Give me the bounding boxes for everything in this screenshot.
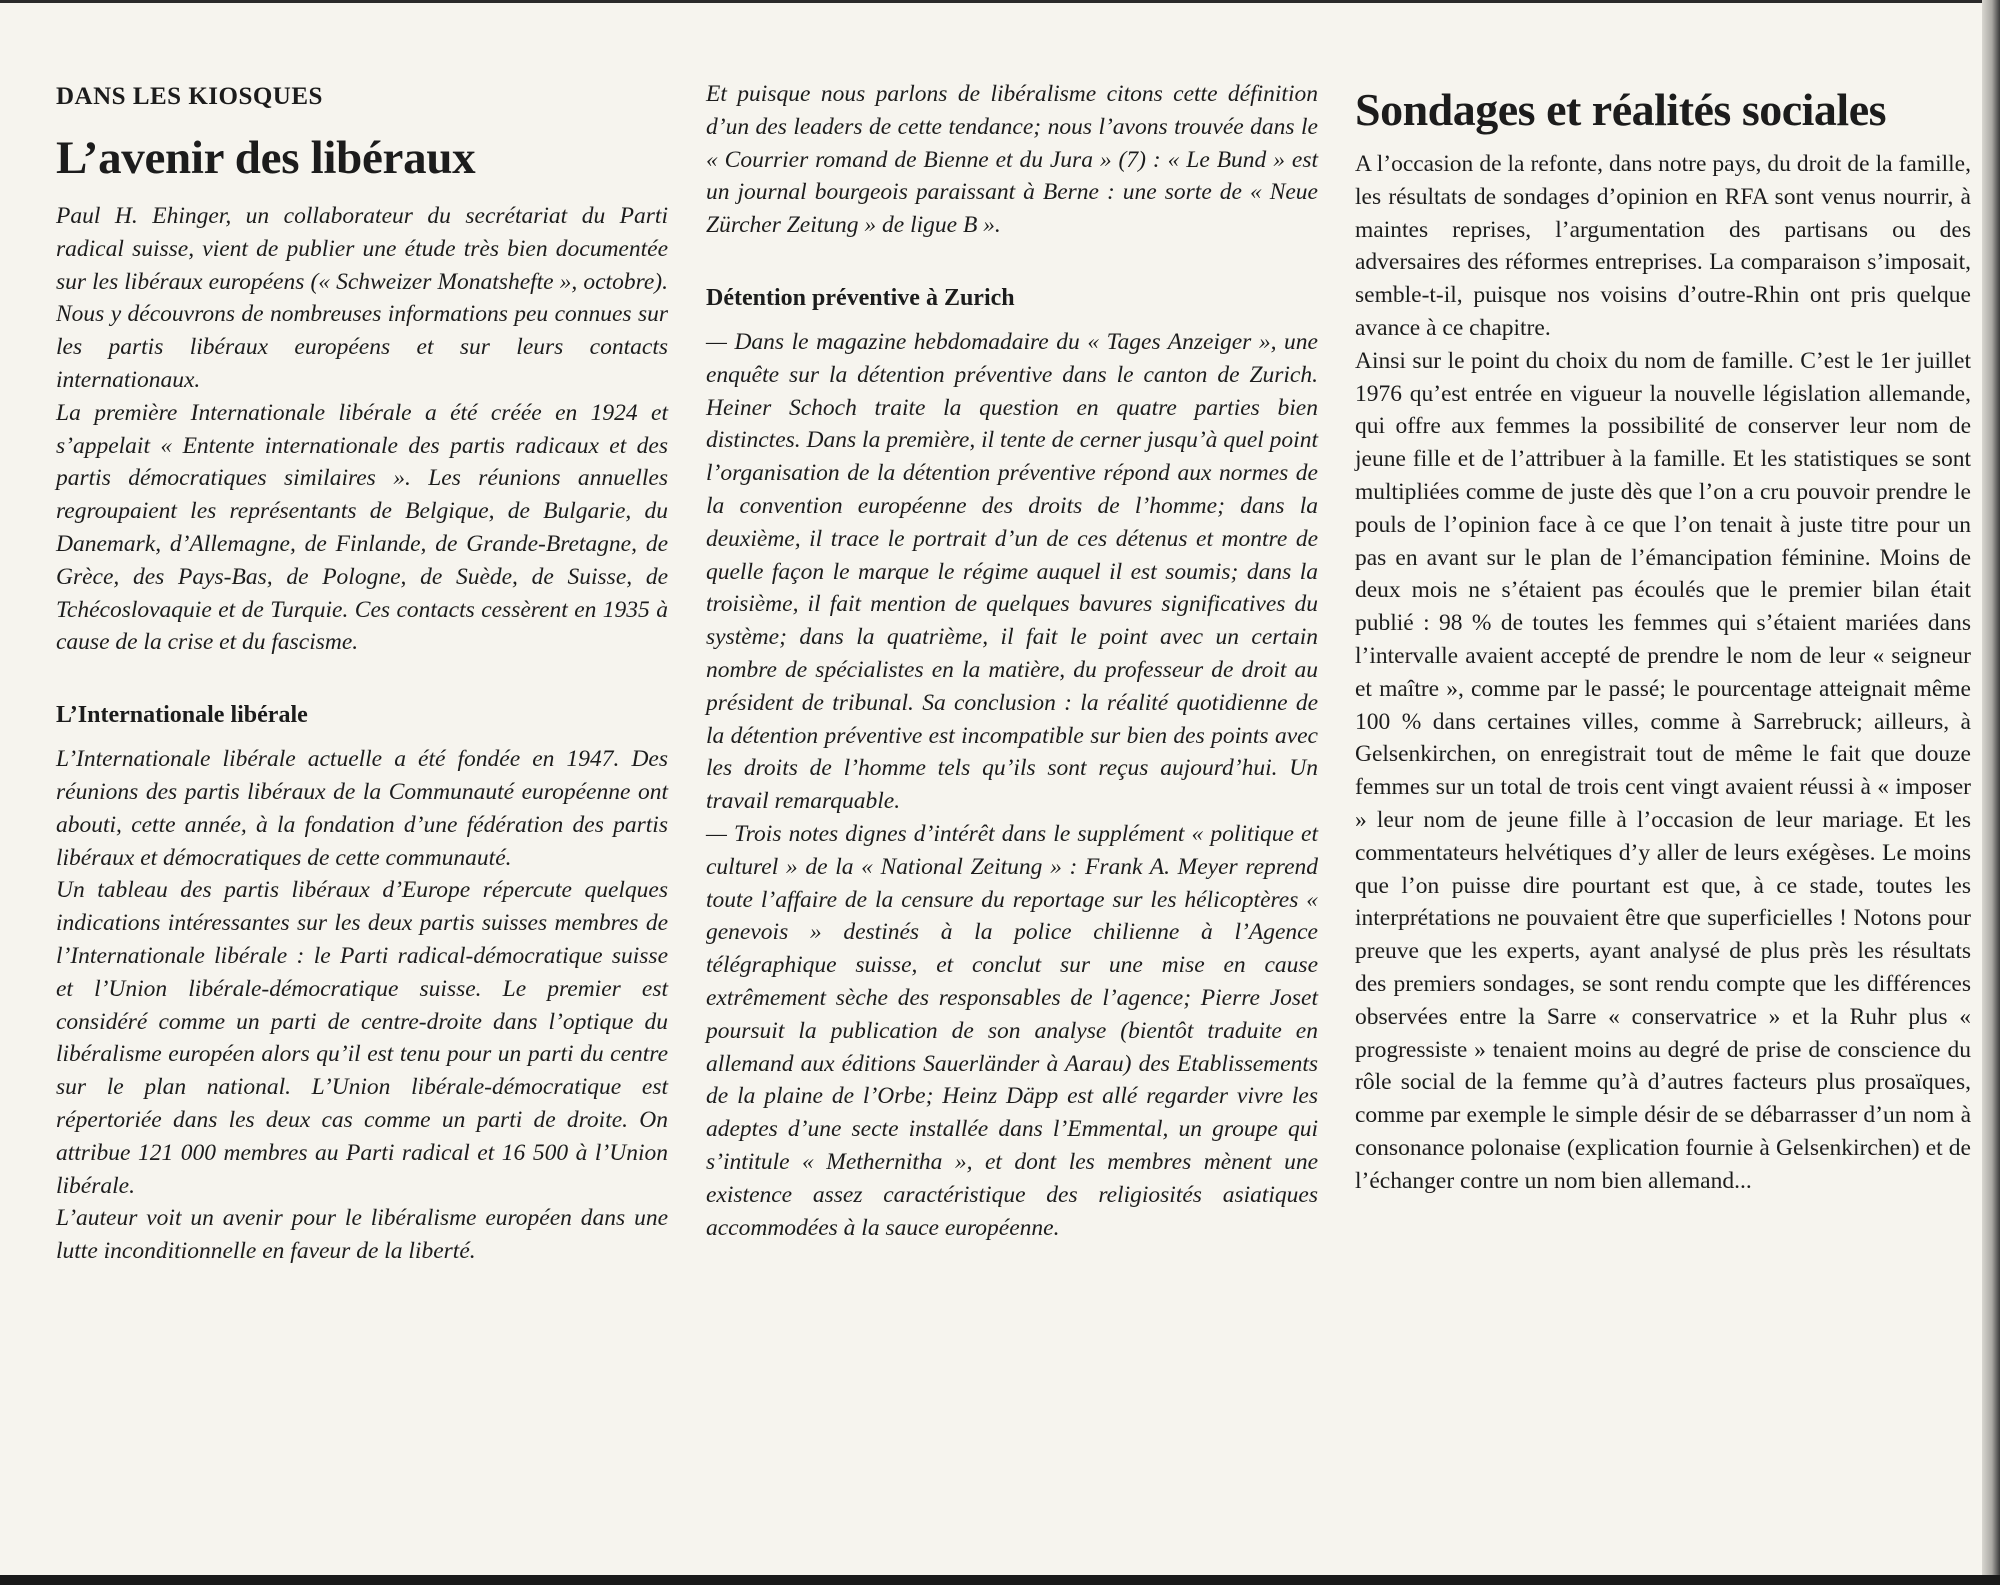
article-subheading: Détention préventive à Zurich [706,284,1015,311]
article-paragraph: — Dans le magazine hebdomadaire du « Tages Anzeiger », une enquête sur la détention préventive dans le canton de Zurich. Heiner Schoch traite la question en quatre parties bien distinctes. Dans la première, il tente de cerner jusqu’à quel point l’organisation de la détention préventive répond aux normes de la convention européenne des droits de l’homme; dans la deuxième, il trace le portrait d’un de ces détenus et montre de quelle façon le marque le régime auquel il est soumis; dans la troisième, il fait mention de quelques bavures significatives du système; dans la quatrième, il fait le point avec un certain nombre de spécialistes en la matière, du professeur de droit au président de tribunal. Sa conclusion : la réalité quotidienne de la détention préventive est incompatible sur bien des points avec les droits de l’homme tels qu’ils sont reçus aujourd’hui. Un travail remarquable. [706,328,1318,815]
right-article [1355,78,1971,1198]
page-top-rule [0,0,2000,3]
article-paragraph: Et puisque nous parlons de libéralisme citons cette définition d’un des leaders de cette tendance; nous l’avons trouvée dans le « Courrier romand de Bienne et du Jura » (7) : « Le Bund » est un journal bourgeois paraissant à Berne : une sorte de « Neue Zürcher Zeitung » de ligue B ». [706,81,1318,239]
article-paragraph: L’Internationale libérale actuelle a été fondée en 1947. Des réunions des partis libéraux de la Communauté européenne ont abouti, cette année, à la fondation d’une fédération des partis libéraux et démocratiques de cette communauté. [56,746,668,871]
article-paragraph: La première Internationale libérale a été créée en 1924 et s’appelait « Entente internationale des partis radicaux et des partis démocratiques similaires ». Les réunions annuelles regroupaient les représentants de Belgique, de Bulgarie, du Danemark, d’Allemagne, de Finlande, de Grande-Bretagne, de Grèce, des Pays-Bas, de Pologne, de Suède, de Suisse, de Tchécoslovaquie et de Turquie. Ces contacts cessèrent en 1935 à cause de la crise et du fascisme. [56,399,668,656]
article-paragraph: Paul H. Ehinger, un collaborateur du secrétariat du Parti radical suisse, vient de publier une étude très bien documentée sur les libéraux européens (« Schweizer Monatshefte », octobre). Nous y découvrons de nombreuses informations peu connues sur les partis libéraux européens et sur leurs contacts internationaux. [56,203,668,393]
article-paragraph: L’auteur voit un avenir pour le libéralisme européen dans une lutte inconditionnelle en faveur de la liberté. [56,1205,668,1265]
section-kicker: DANS LES KIOSQUES [56,83,323,110]
article-paragraph: Ainsi sur le point du choix du nom de famille. C’est le 1er juillet 1976 qu’est entrée en vigueur la nouvelle législation allemande, qui offre aux femmes la possibilité de conserver leur nom de jeune fille et de l’attribuer à la famille. Et les statistiques se sont multipliées comme de juste dès que l’on a cru pouvoir prendre le pouls de l’opinion face à ce que l’on tenait à juste titre pour un pas en avant sur le plan de l’émancipation féminine. Moins de deux mois ne s’étaient pas écoulés que le premier bilan était publié : 98 % de toutes les femmes qui s’étaient mariées dans l’intervalle avaient accepté de prendre le nom de leur « seigneur et maître », comme par le passé; le pourcentage atteignait même 100 % dans certaines villes, comme à Sarrebruck; ailleurs, à Gelsenkirchen, on enregistrait tout de même le fait que douze femmes sur un total de trois cent vingt avaient réussi à « imposer » leur nom de jeune fille à l’occasion de leur mariage. Et les commentateurs helvétiques d’y aller de leurs exégèses. Le moins que l’on puisse dire pourtant est que, à ce stade, toutes les interprétations ne pouvaient être que superficielles ! Notons pour preuve que les experts, ayant analysé de plus près les résultats des premiers sondages, se sont rendu compte que les différences observées entre la Sarre « conservatrice » et la Ruhr plus « progressiste » tenaient moins au degré de prise de conscience du rôle social de la femme qu’à d’autres facteurs plus prosaïques, comme par exemple le simple désir de se débarrasser d’un nom à consonance polonaise (explication fournie à Gelsenkirchen) et de l’échanger contre un nom bien allemand... [1355,347,1971,1194]
article-paragraph: A l’occasion de la refonte, dans notre pays, du droit de la famille, les résultats de sondages d’opinion en RFA sont venus nourrir, à maintes reprises, l’argumentation des partisans ou des adversaires des réformes entreprises. La comparaison s’imposait, semble-t-il, puisque nos voisins d’outre-Rhin ont pris quelque avance à ce chapitre. [1355,151,1971,341]
page-bottom-rule [0,1575,2000,1585]
article-paragraph: Un tableau des partis libéraux d’Europe répercute quelques indications intéressantes sur les deux partis suisses membres de l’Internationale libérale : le Parti radical-démocratique suisse et l’Union libérale-démocratique suisse. Le premier est considéré comme un parti de centre-droite dans l’optique du libéralisme européen alors qu’il est tenu pour un parti du centre sur le plan national. L’Union libérale-démocratique est répertoriée dans les deux cas comme un parti de droite. On attribue 121 000 membres au Parti radical et 16 500 à l’Union libérale. [56,877,668,1199]
page-right-edge [1982,0,2000,1585]
article-title: L’avenir des libéraux [56,132,476,184]
article-title: Sondages et réalités sociales [1355,84,1887,135]
left-article [56,78,668,1268]
middle-column [706,78,1318,1244]
article-paragraph: — Trois notes dignes d’intérêt dans le supplément « politique et culturel » de la « National Zeitung » : Frank A. Meyer reprend toute l’affaire de la censure du reportage sur les hélicoptères « genevois » destinés à la police chilienne à l’Agence télégraphique suisse, et conclut sur une mise en cause extrêmement sèche des responsables de l’agence; Pierre Joset poursuit la publication de son analyse (bientôt traduite en allemand aux éditions Sauerländer à Aarau) des Etablissements de la plaine de l’Orbe; Heinz Däpp est allé regarder vivre les adeptes d’une secte installée dans l’Emmental, un groupe qui s’intitule « Methernitha », et dont les membres mènent une existence assez caractéristique des religiosités asiatiques accommodées à la sauce européenne. [706,820,1318,1241]
article-subheading: L’Internationale libérale [56,702,308,729]
